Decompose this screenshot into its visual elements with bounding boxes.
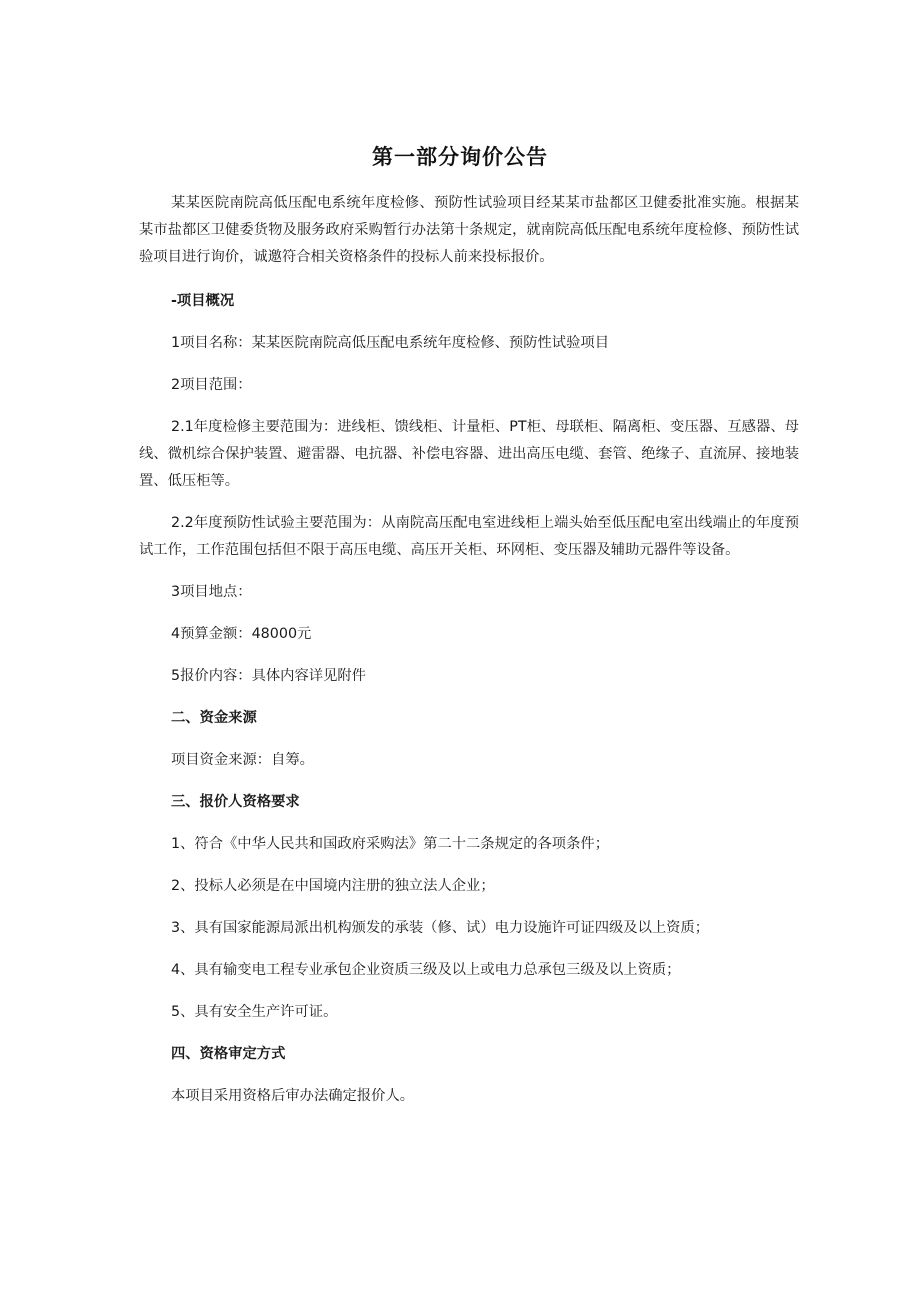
scope-2-1-paragraph: 2.1年度检修主要范围为：进线柜、馈线柜、计量柜、PT柜、母联柜、隔离柜、变压器、互感器、母线、微机综合保护装置、避雷器、电抗器、补偿电容器、进出高压电缆、套管、绝缘子、直流屏、接地装置、低压柜等。 [139, 419, 799, 489]
project-name: 1项目名称：某某医院南院高低压配电系统年度检修、预防性试验项目 [171, 335, 609, 351]
requirement-item: 3、具有国家能源局派出机构颁发的承装（修、试）电力设施许可证四级及以上资质； [171, 920, 710, 936]
project-budget: 4预算金额：48000元 [171, 626, 312, 642]
requirement-item: 5、具有安全生产许可证。 [171, 1004, 338, 1020]
section2-heading: 二、资金来源 [171, 710, 257, 726]
page-title: 第一部分询价公告 [372, 145, 548, 169]
section4-heading: 四、资格审定方式 [171, 1046, 286, 1062]
section1-heading: -项目概况 [171, 293, 235, 309]
requirement-item: 2、投标人必须是在中国境内注册的独立法人企业； [171, 878, 495, 894]
section3-heading: 三、报价人资格要求 [171, 794, 300, 810]
project-scope-label: 2项目范围： [171, 377, 252, 393]
intro-paragraph: 某某医院南院高低压配电系统年度检修、预防性试验项目经某某市盐都区卫健委批准实施。根据某某市盐都区卫健委货物及服务政府采购暂行办法第十条规定，就南院高低压配电系统年度检修、预防性试验项目进行询价，诚邀符合相关资格条件的投标人前来投标报价。 [139, 195, 799, 265]
funding-source: 项目资金来源：自筹。 [171, 752, 314, 768]
scope-2-2-paragraph: 2.2年度预防性试验主要范围为：从南院高压配电室进线柜上端头始至低压配电室出线端止的年度预试工作，工作范围包括但不限于高压电缆、高压开关柜、环网柜、变压器及辅助元器件等设备。 [139, 515, 799, 558]
qualification-method: 本项目采用资格后审办法确定报价人。 [171, 1088, 415, 1104]
requirement-item: 1、符合《中华人民共和国政府采购法》第二十二条规定的各项条件； [171, 836, 609, 852]
project-location: 3项目地点： [171, 584, 252, 600]
requirement-item: 4、具有输变电工程专业承包企业资质三级及以上或电力总承包三级及以上资质； [171, 962, 681, 978]
quote-content: 5报价内容：具体内容详见附件 [171, 668, 366, 684]
document-body [139, 190, 799, 1110]
